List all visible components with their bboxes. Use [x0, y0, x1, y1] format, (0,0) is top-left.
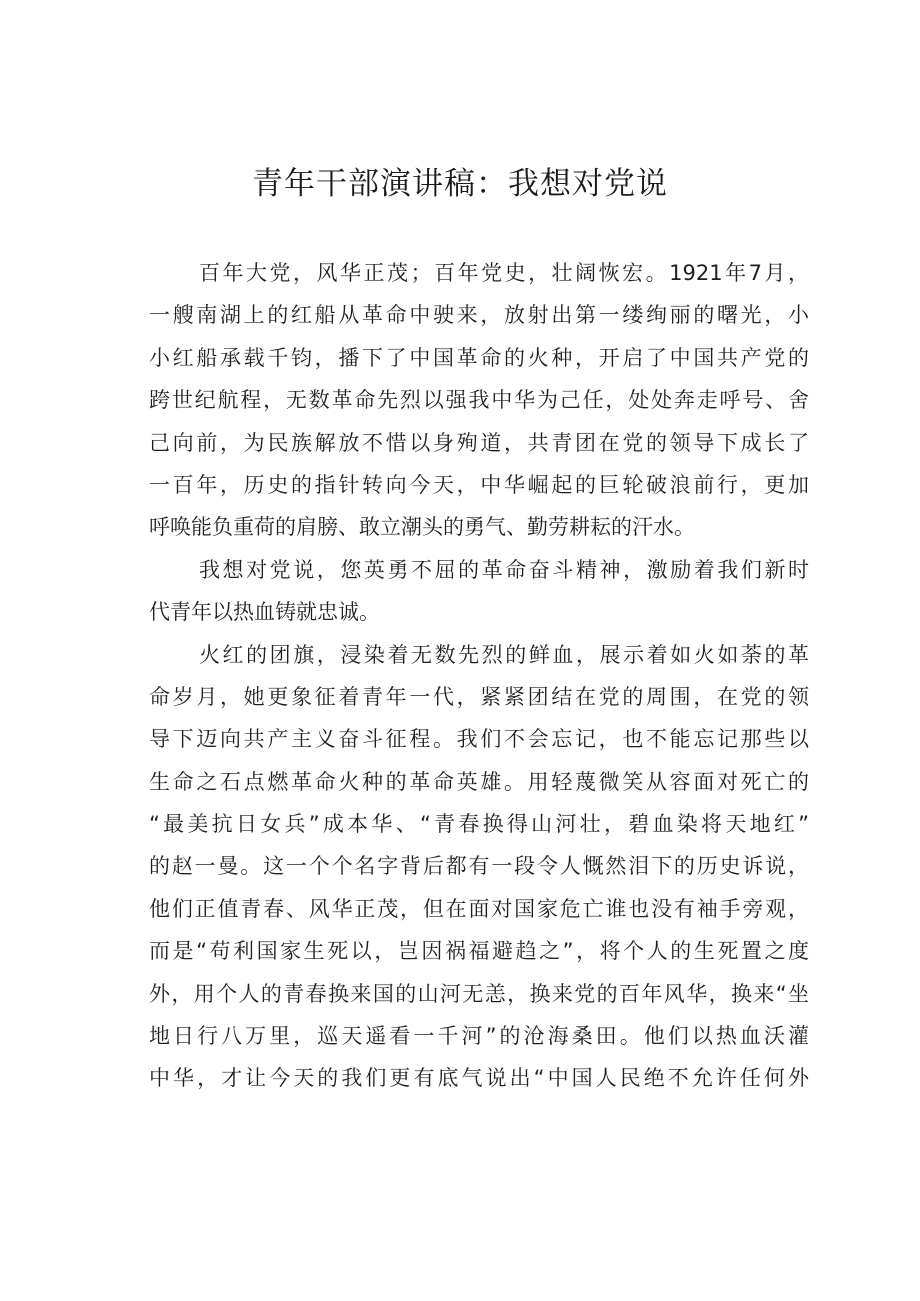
text-line: 一百年，历史的指针转向今天，中华崛起的巨轮破浪前行，更加: [149, 472, 809, 497]
text-line: 导下迈向共产主义奋斗征程。我们不会忘记，也不能忘记那些以: [149, 727, 809, 752]
text-line: 火红的团旗，浸染着无数先烈的鲜血，展示着如火如荼的革: [199, 642, 809, 667]
text-line: 我想对党说，您英勇不屈的革命奋斗精神，激励着我们新时: [199, 557, 809, 582]
paragraph-1: [149, 252, 809, 549]
text-line: 他们正值青春、风华正茂，但在面对国家危亡谁也没有袖手旁观，: [149, 896, 809, 921]
document-title: 青年干部演讲稿：我想对党说: [252, 166, 668, 202]
text-line: 生命之石点燃革命火种的革命英雄。用轻蔑微笑从容面对死亡的: [149, 769, 809, 794]
text-line: 地日行八万里，巡天遥看一千河”的沧海桑田。他们以热血沃灌: [149, 1024, 809, 1049]
text-line: 外，用个人的青春换来国的山河无恙，换来党的百年风华，换来“坐: [149, 981, 809, 1006]
text-line: 代青年以热血铸就忠诚。: [149, 600, 380, 625]
text-line: 中华，才让今天的我们更有底气说出“中国人民绝不允许任何外: [149, 1066, 809, 1091]
text-line: 百年大党，风华正茂；百年党史，壮阔恢宏。1921年7月，: [199, 261, 809, 285]
paragraph-2: [149, 549, 809, 634]
text-line: 而是“苟利国家生死以，岂因祸福避趋之”，将个人的生死置之度: [149, 939, 809, 964]
text-line: 命岁月，她更象征着青年一代，紧紧团结在党的周围，在党的领: [149, 684, 809, 709]
text-line: 小红船承载千钧，播下了中国革命的火种，开启了中国共产党的: [149, 345, 809, 370]
document-body: [149, 252, 809, 1100]
text-line: 己向前，为民族解放不惜以身殉道，共青团在党的领导下成长了: [149, 430, 809, 455]
text-line: 一艘南湖上的红船从革命中驶来，放射出第一缕绚丽的曙光，小: [149, 303, 809, 328]
paragraph-3: [149, 634, 809, 1100]
text-line: 跨世纪航程，无数革命先烈以强我中华为己任，处处奔走呼号、舍: [149, 388, 809, 413]
text-line: 的赵一曼。这一个个名字背后都有一段令人慨然泪下的历史诉说，: [149, 854, 809, 879]
text-line: “最美抗日女兵”成本华、“青春换得山河壮，碧血染将天地红”: [149, 812, 809, 837]
text-line: 呼唤能负重荷的肩膀、敢立潮头的勇气、勤劳耕耘的汗水。: [149, 515, 695, 540]
